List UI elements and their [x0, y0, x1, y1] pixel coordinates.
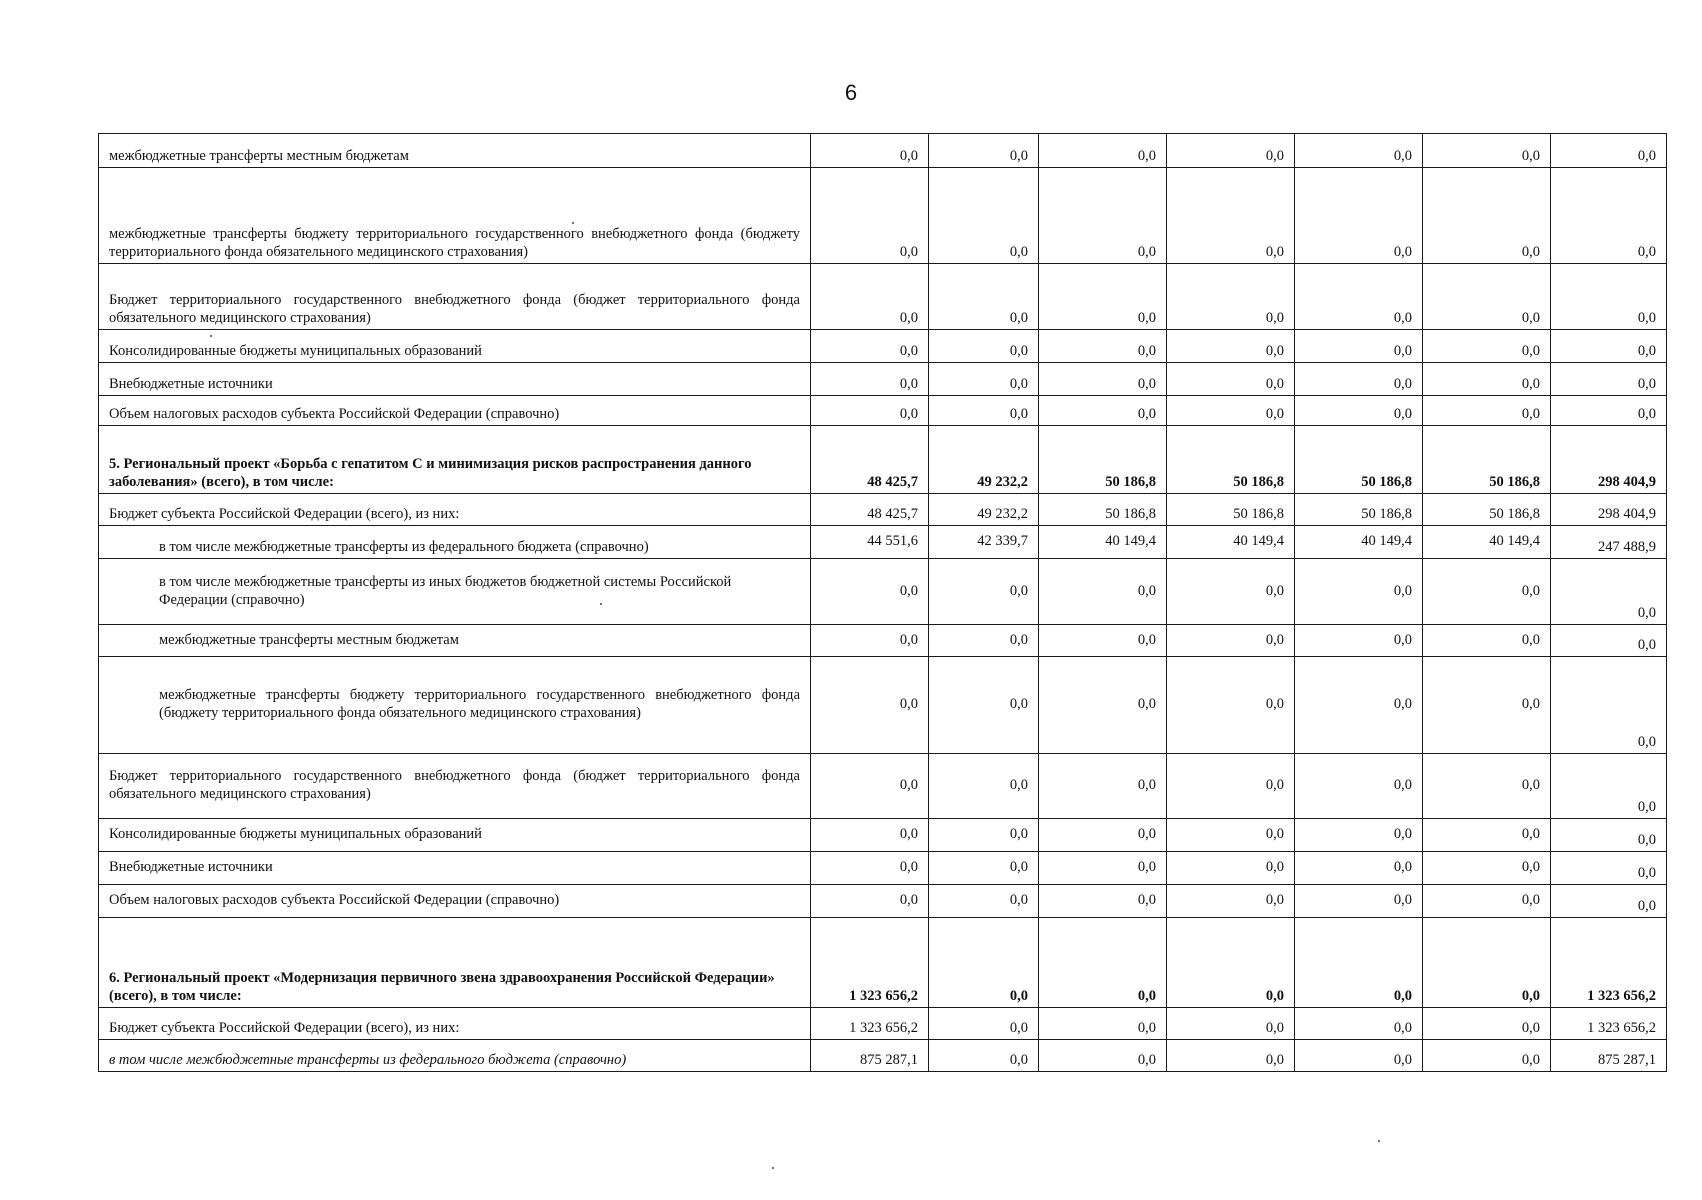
value-cell: 0,0 [929, 330, 1039, 363]
table-row [99, 330, 1667, 363]
row-label: Консолидированные бюджеты муниципальных образований [99, 819, 811, 852]
row-label: Бюджет субъекта Российской Федерации (всего), из них: [99, 1008, 811, 1040]
total-cell: 0,0 [1551, 657, 1667, 754]
value-cell: 0,0 [1295, 657, 1423, 754]
value-cell: 49 232,2 [929, 426, 1039, 494]
value-cell: 0,0 [1167, 1040, 1295, 1072]
value-cell: 0,0 [1295, 885, 1423, 918]
value-cell: 0,0 [1167, 885, 1295, 918]
row-label: Объем налоговых расходов субъекта Российской Федерации (справочно) [99, 396, 811, 426]
total-cell: 0,0 [1551, 852, 1667, 885]
value-cell: 50 186,8 [1423, 494, 1551, 526]
total-cell: 0,0 [1551, 134, 1667, 168]
total-cell: 0,0 [1551, 885, 1667, 918]
value-cell: 0,0 [1423, 625, 1551, 657]
value-cell: 0,0 [811, 852, 929, 885]
value-cell: 50 186,8 [1423, 426, 1551, 494]
value-cell: 0,0 [1423, 559, 1551, 625]
page-number: 6 [844, 80, 858, 105]
value-cell: 0,0 [929, 363, 1039, 396]
value-cell: 0,0 [929, 1008, 1039, 1040]
table-row [99, 363, 1667, 396]
value-cell: 50 186,8 [1039, 494, 1167, 526]
table-row [99, 918, 1667, 1008]
value-cell: 0,0 [1295, 1040, 1423, 1072]
value-cell: 0,0 [929, 559, 1039, 625]
scan-speck [572, 222, 574, 224]
row-label: 6. Региональный проект «Модернизация первичного звена здравоохранения Российской Федерации» (всего), в том числе: [99, 918, 811, 1008]
value-cell: 48 425,7 [811, 426, 929, 494]
value-cell: 0,0 [1167, 134, 1295, 168]
value-cell: 0,0 [811, 819, 929, 852]
value-cell: 0,0 [1039, 264, 1167, 330]
value-cell: 0,0 [811, 363, 929, 396]
row-label: межбюджетные трансферты местным бюджетам [99, 134, 811, 168]
value-cell: 0,0 [1295, 754, 1423, 819]
value-cell: 50 186,8 [1039, 426, 1167, 494]
total-cell: 247 488,9 [1551, 526, 1667, 559]
total-cell: 0,0 [1551, 330, 1667, 363]
value-cell: 0,0 [1295, 1008, 1423, 1040]
value-cell: 0,0 [1039, 1008, 1167, 1040]
value-cell: 0,0 [1295, 363, 1423, 396]
value-cell: 0,0 [1039, 559, 1167, 625]
value-cell: 0,0 [1295, 330, 1423, 363]
table-row [99, 754, 1667, 819]
scan-speck [1378, 1140, 1380, 1142]
value-cell: 0,0 [929, 657, 1039, 754]
table-row [99, 1040, 1667, 1072]
table-row [99, 559, 1667, 625]
value-cell: 0,0 [929, 396, 1039, 426]
value-cell: 44 551,6 [811, 526, 929, 559]
value-cell: 0,0 [1039, 363, 1167, 396]
row-label: Бюджет территориального государственного внебюджетного фонда (бюджет территориального фонда обязательного медицинского страхования) [99, 264, 811, 330]
value-cell: 0,0 [811, 168, 929, 264]
value-cell: 0,0 [1167, 657, 1295, 754]
budget-table [98, 133, 1667, 1072]
value-cell: 0,0 [1295, 168, 1423, 264]
value-cell: 0,0 [929, 264, 1039, 330]
row-label: Внебюджетные источники [99, 852, 811, 885]
value-cell: 0,0 [811, 657, 929, 754]
value-cell: 0,0 [1295, 819, 1423, 852]
value-cell: 0,0 [1039, 330, 1167, 363]
value-cell: 0,0 [1039, 852, 1167, 885]
table-row [99, 819, 1667, 852]
value-cell: 0,0 [929, 134, 1039, 168]
value-cell: 0,0 [1295, 264, 1423, 330]
total-cell: 0,0 [1551, 754, 1667, 819]
value-cell: 0,0 [1167, 852, 1295, 885]
value-cell: 0,0 [1423, 168, 1551, 264]
row-label: межбюджетные трансферты местным бюджетам [99, 625, 811, 657]
value-cell: 0,0 [811, 134, 929, 168]
table-row [99, 625, 1667, 657]
value-cell: 42 339,7 [929, 526, 1039, 559]
value-cell: 1 323 656,2 [811, 1008, 929, 1040]
value-cell: 0,0 [1423, 918, 1551, 1008]
value-cell: 0,0 [1423, 396, 1551, 426]
row-label: Консолидированные бюджеты муниципальных образований [99, 330, 811, 363]
value-cell: 0,0 [1423, 134, 1551, 168]
value-cell: 0,0 [811, 559, 929, 625]
row-label: в том числе межбюджетные трансферты из федерального бюджета (справочно) [99, 1040, 811, 1072]
table-row [99, 134, 1667, 168]
value-cell: 0,0 [811, 885, 929, 918]
value-cell: 50 186,8 [1167, 494, 1295, 526]
table-row [99, 526, 1667, 559]
value-cell: 1 323 656,2 [811, 918, 929, 1008]
row-label: Бюджет территориального государственного внебюджетного фонда (бюджет территориального фонда обязательного медицинского страхования) [99, 754, 811, 819]
value-cell: 0,0 [929, 819, 1039, 852]
value-cell: 40 149,4 [1039, 526, 1167, 559]
table-row [99, 852, 1667, 885]
value-cell: 0,0 [1039, 657, 1167, 754]
value-cell: 0,0 [1167, 168, 1295, 264]
table-row [99, 426, 1667, 494]
value-cell: 0,0 [1295, 134, 1423, 168]
value-cell: 50 186,8 [1167, 426, 1295, 494]
value-cell: 0,0 [1295, 625, 1423, 657]
value-cell: 0,0 [1039, 918, 1167, 1008]
total-cell: 0,0 [1551, 625, 1667, 657]
scan-speck [600, 603, 602, 605]
value-cell: 0,0 [1167, 264, 1295, 330]
value-cell: 0,0 [1423, 852, 1551, 885]
total-cell: 0,0 [1551, 396, 1667, 426]
value-cell: 0,0 [1039, 168, 1167, 264]
value-cell: 50 186,8 [1295, 494, 1423, 526]
row-label: в том числе межбюджетные трансферты из федерального бюджета (справочно) [99, 526, 811, 559]
value-cell: 0,0 [811, 396, 929, 426]
table-row [99, 396, 1667, 426]
value-cell: 0,0 [1423, 363, 1551, 396]
value-cell: 0,0 [1295, 852, 1423, 885]
total-cell: 0,0 [1551, 819, 1667, 852]
total-cell: 875 287,1 [1551, 1040, 1667, 1072]
value-cell: 48 425,7 [811, 494, 929, 526]
value-cell: 0,0 [1039, 396, 1167, 426]
value-cell: 0,0 [1423, 1008, 1551, 1040]
total-cell: 1 323 656,2 [1551, 1008, 1667, 1040]
table-row [99, 657, 1667, 754]
total-cell: 298 404,9 [1551, 494, 1667, 526]
total-cell: 1 323 656,2 [1551, 918, 1667, 1008]
total-cell: 0,0 [1551, 264, 1667, 330]
total-cell: 0,0 [1551, 168, 1667, 264]
value-cell: 0,0 [1423, 330, 1551, 363]
value-cell: 0,0 [929, 1040, 1039, 1072]
value-cell: 40 149,4 [1167, 526, 1295, 559]
row-label: 5. Региональный проект «Борьба с гепатитом С и минимизация рисков распространения данного заболевания» (всего), в том числе: [99, 426, 811, 494]
table-row [99, 1008, 1667, 1040]
value-cell: 0,0 [811, 625, 929, 657]
value-cell: 0,0 [1039, 819, 1167, 852]
value-cell: 0,0 [1423, 1040, 1551, 1072]
value-cell: 0,0 [1167, 819, 1295, 852]
value-cell: 0,0 [811, 264, 929, 330]
row-label: Внебюджетные источники [99, 363, 811, 396]
value-cell: 0,0 [1423, 885, 1551, 918]
value-cell: 0,0 [929, 885, 1039, 918]
table-row [99, 264, 1667, 330]
scan-speck [210, 335, 212, 337]
value-cell: 0,0 [1167, 330, 1295, 363]
value-cell: 0,0 [1167, 363, 1295, 396]
total-cell: 298 404,9 [1551, 426, 1667, 494]
table-row [99, 494, 1667, 526]
row-label: межбюджетные трансферты бюджету территориального государственного внебюджетного фонда (бюджету территориального фонда обязательного медицинского страхования) [99, 168, 811, 264]
value-cell: 0,0 [1039, 885, 1167, 918]
value-cell: 0,0 [1423, 819, 1551, 852]
scan-speck [772, 1167, 774, 1169]
row-label: Бюджет субъекта Российской Федерации (всего), из них: [99, 494, 811, 526]
value-cell: 0,0 [929, 918, 1039, 1008]
value-cell: 0,0 [1295, 396, 1423, 426]
value-cell: 40 149,4 [1295, 526, 1423, 559]
value-cell: 0,0 [1167, 1008, 1295, 1040]
value-cell: 0,0 [929, 754, 1039, 819]
value-cell: 49 232,2 [929, 494, 1039, 526]
row-label: в том числе межбюджетные трансферты из иных бюджетов бюджетной системы Российской Федерации (справочно) [99, 559, 811, 625]
value-cell: 0,0 [1167, 918, 1295, 1008]
value-cell: 875 287,1 [811, 1040, 929, 1072]
value-cell: 0,0 [929, 625, 1039, 657]
value-cell: 0,0 [1295, 918, 1423, 1008]
value-cell: 0,0 [1167, 396, 1295, 426]
value-cell: 0,0 [1039, 754, 1167, 819]
total-cell: 0,0 [1551, 363, 1667, 396]
value-cell: 0,0 [811, 754, 929, 819]
value-cell: 0,0 [1167, 754, 1295, 819]
value-cell: 50 186,8 [1295, 426, 1423, 494]
value-cell: 0,0 [929, 168, 1039, 264]
value-cell: 0,0 [1039, 625, 1167, 657]
table-row [99, 885, 1667, 918]
value-cell: 0,0 [1423, 264, 1551, 330]
value-cell: 0,0 [811, 330, 929, 363]
row-label: межбюджетные трансферты бюджету территориального государственного внебюджетного фонда (бюджету территориального фонда обязательного медицинского страхования) [99, 657, 811, 754]
value-cell: 0,0 [1167, 559, 1295, 625]
value-cell: 0,0 [1039, 134, 1167, 168]
value-cell: 0,0 [1423, 657, 1551, 754]
value-cell: 0,0 [1167, 625, 1295, 657]
row-label: Объем налоговых расходов субъекта Российской Федерации (справочно) [99, 885, 811, 918]
total-cell: 0,0 [1551, 559, 1667, 625]
value-cell: 0,0 [1295, 559, 1423, 625]
value-cell: 0,0 [1039, 1040, 1167, 1072]
value-cell: 40 149,4 [1423, 526, 1551, 559]
value-cell: 0,0 [929, 852, 1039, 885]
value-cell: 0,0 [1423, 754, 1551, 819]
table-row [99, 168, 1667, 264]
